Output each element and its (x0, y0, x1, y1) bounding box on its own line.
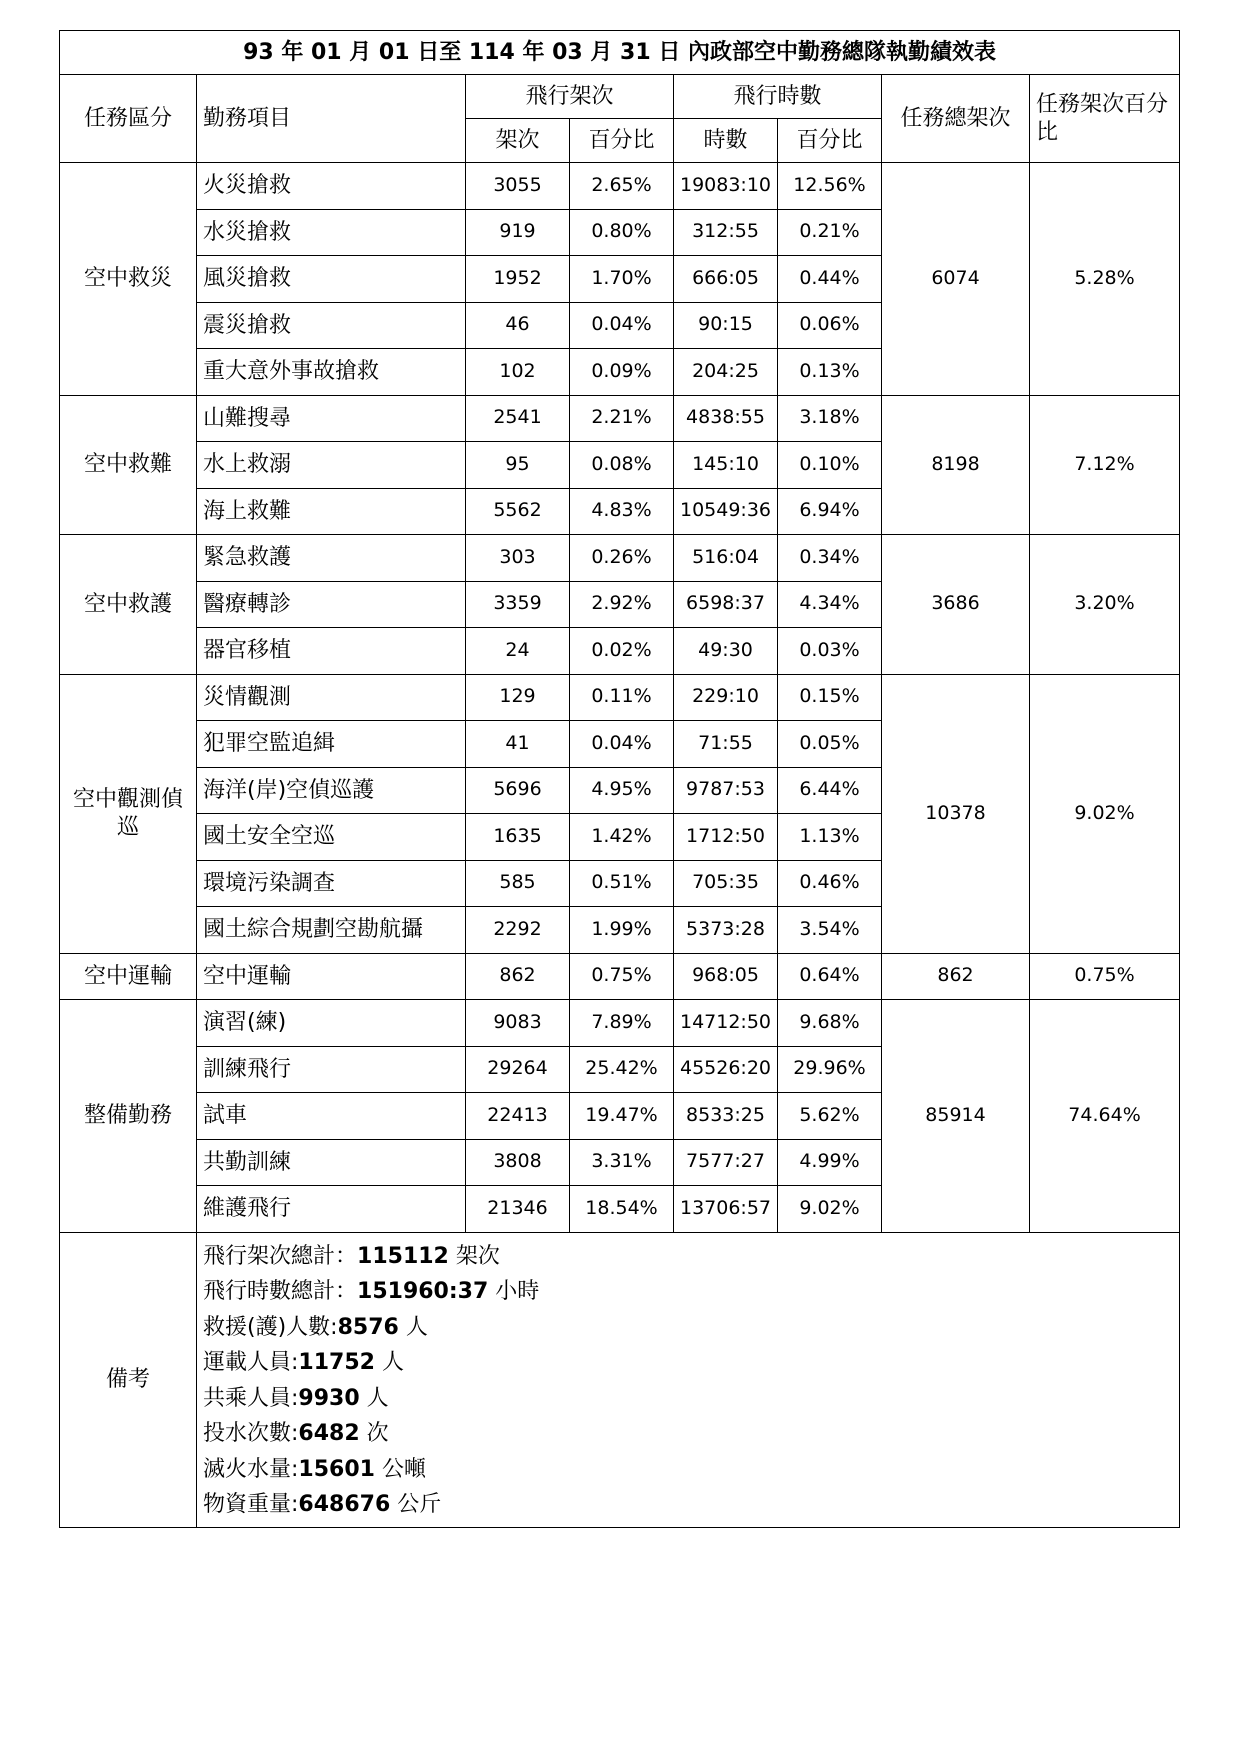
category-cell: 空中觀測偵巡 (60, 674, 197, 953)
hours-cell: 13706:57 (674, 1186, 778, 1233)
sorties-pct-cell: 4.95% (570, 767, 674, 814)
remark-value: 8576 (337, 1314, 399, 1340)
sorties-pct-cell: 0.04% (570, 721, 674, 768)
sorties-cell: 29264 (466, 1046, 570, 1093)
sorties-pct-cell: 3.31% (570, 1139, 674, 1186)
hours-pct-cell: 1.13% (778, 814, 882, 861)
remark-line (203, 1381, 1173, 1417)
hours-pct-cell: 0.10% (778, 442, 882, 489)
mission-pct-cell: 0.75% (1030, 953, 1180, 1000)
hours-cell: 516:04 (674, 535, 778, 582)
hours-pct-cell: 9.02% (778, 1186, 882, 1233)
remark-unit: 人 (359, 1385, 389, 1411)
remark-value: 115112 (357, 1243, 449, 1269)
hours-pct-cell: 4.99% (778, 1139, 882, 1186)
table-title: 93 年 01 月 01 日至 114 年 03 月 31 日 內政部空中勤務總隊執勤績效表 (60, 31, 1180, 75)
hours-pct-cell: 0.34% (778, 535, 882, 582)
remark-line (203, 1345, 1173, 1381)
hours-pct-cell: 0.03% (778, 628, 882, 675)
remark-line (203, 1416, 1173, 1452)
sorties-cell: 585 (466, 860, 570, 907)
hours-cell: 49:30 (674, 628, 778, 675)
item-name-cell: 火災搶救 (197, 163, 466, 210)
performance-table (59, 30, 1180, 1528)
table-row (60, 163, 1180, 210)
item-name-cell: 水災搶救 (197, 209, 466, 256)
hours-cell: 10549:36 (674, 488, 778, 535)
sorties-cell: 3808 (466, 1139, 570, 1186)
total-sorties-cell: 3686 (882, 535, 1030, 675)
remark-unit: 公噸 (374, 1456, 426, 1482)
remark-value: 151960:37 (357, 1279, 489, 1304)
hours-pct-cell: 0.64% (778, 953, 882, 1000)
hours-pct-cell: 0.44% (778, 256, 882, 303)
mission-pct-cell: 9.02% (1030, 674, 1180, 953)
category-cell: 空中運輸 (60, 953, 197, 1000)
hours-pct-cell: 0.06% (778, 302, 882, 349)
hours-cell: 1712:50 (674, 814, 778, 861)
header-hours: 時數 (674, 119, 778, 163)
mission-pct-cell: 74.64% (1030, 1000, 1180, 1233)
remark-value: 6482 (298, 1421, 360, 1446)
remark-line (203, 1487, 1173, 1523)
mission-pct-cell: 5.28% (1030, 163, 1180, 396)
sorties-cell: 102 (466, 349, 570, 396)
remarks-content (197, 1232, 1180, 1527)
mission-pct-cell: 3.20% (1030, 535, 1180, 675)
remark-line (203, 1452, 1173, 1488)
total-sorties-cell: 10378 (882, 674, 1030, 953)
sorties-cell: 3359 (466, 581, 570, 628)
remark-value: 648676 (298, 1492, 391, 1517)
sorties-pct-cell: 2.65% (570, 163, 674, 210)
hours-cell: 204:25 (674, 349, 778, 396)
sorties-cell: 1952 (466, 256, 570, 303)
header-mission-pct: 任務架次百分比 (1030, 75, 1180, 163)
item-name-cell: 訓練飛行 (197, 1046, 466, 1093)
remark-label: 物資重量: (203, 1492, 299, 1517)
sorties-pct-cell: 0.04% (570, 302, 674, 349)
table-row (60, 674, 1180, 721)
hours-cell: 4838:55 (674, 395, 778, 442)
table-row (60, 395, 1180, 442)
sorties-pct-cell: 0.11% (570, 674, 674, 721)
sorties-cell: 21346 (466, 1186, 570, 1233)
hours-pct-cell: 0.15% (778, 674, 882, 721)
hours-pct-cell: 5.62% (778, 1093, 882, 1140)
sorties-cell: 46 (466, 302, 570, 349)
hours-pct-cell: 4.34% (778, 581, 882, 628)
hours-cell: 312:55 (674, 209, 778, 256)
item-name-cell: 災情觀測 (197, 674, 466, 721)
sorties-pct-cell: 25.42% (570, 1046, 674, 1093)
remark-unit: 次 (359, 1421, 389, 1446)
sorties-cell: 24 (466, 628, 570, 675)
remarks-row (60, 1232, 1180, 1527)
hours-cell: 968:05 (674, 953, 778, 1000)
remarks-label: 備考 (60, 1232, 197, 1527)
sorties-pct-cell: 4.83% (570, 488, 674, 535)
remark-label: 運載人員: (203, 1350, 299, 1375)
hours-pct-cell: 0.13% (778, 349, 882, 396)
item-name-cell: 維護飛行 (197, 1186, 466, 1233)
total-sorties-cell: 6074 (882, 163, 1030, 396)
remark-line (203, 1274, 1173, 1310)
sorties-cell: 862 (466, 953, 570, 1000)
header-sorties-group: 飛行架次 (466, 75, 674, 119)
remark-unit: 人 (374, 1350, 404, 1375)
item-name-cell: 共勤訓練 (197, 1139, 466, 1186)
hours-cell: 45526:20 (674, 1046, 778, 1093)
hours-cell: 14712:50 (674, 1000, 778, 1047)
sorties-cell: 129 (466, 674, 570, 721)
hours-pct-cell: 6.94% (778, 488, 882, 535)
header-category: 任務區分 (60, 75, 197, 163)
remark-label: 滅火水量: (203, 1456, 299, 1482)
hours-cell: 705:35 (674, 860, 778, 907)
remark-label: 救援(護)人數: (203, 1314, 338, 1340)
category-cell: 空中救災 (60, 163, 197, 396)
category-cell: 空中救難 (60, 395, 197, 535)
header-sorties-pct: 百分比 (570, 119, 674, 163)
item-name-cell: 器官移植 (197, 628, 466, 675)
sorties-cell: 22413 (466, 1093, 570, 1140)
hours-cell: 229:10 (674, 674, 778, 721)
sorties-cell: 3055 (466, 163, 570, 210)
item-name-cell: 重大意外事故搶救 (197, 349, 466, 396)
hours-cell: 90:15 (674, 302, 778, 349)
hours-cell: 6598:37 (674, 581, 778, 628)
hours-cell: 9787:53 (674, 767, 778, 814)
sorties-pct-cell: 0.26% (570, 535, 674, 582)
remark-line (203, 1310, 1173, 1346)
category-cell: 空中救護 (60, 535, 197, 675)
hours-pct-cell: 12.56% (778, 163, 882, 210)
sorties-cell: 303 (466, 535, 570, 582)
sorties-pct-cell: 0.80% (570, 209, 674, 256)
remark-value: 15601 (298, 1456, 375, 1482)
remark-label: 飛行時數總計： (203, 1279, 358, 1304)
hours-cell: 5373:28 (674, 907, 778, 954)
remark-unit: 小時 (488, 1279, 540, 1304)
item-name-cell: 海上救難 (197, 488, 466, 535)
header-hours-pct: 百分比 (778, 119, 882, 163)
sorties-pct-cell: 2.92% (570, 581, 674, 628)
remark-value: 9930 (298, 1385, 360, 1411)
item-name-cell: 國土安全空巡 (197, 814, 466, 861)
sorties-cell: 41 (466, 721, 570, 768)
item-name-cell: 海洋(岸)空偵巡護 (197, 767, 466, 814)
sorties-cell: 2292 (466, 907, 570, 954)
remark-value: 11752 (298, 1350, 375, 1375)
header-sorties: 架次 (466, 119, 570, 163)
sorties-pct-cell: 0.08% (570, 442, 674, 489)
sorties-pct-cell: 0.75% (570, 953, 674, 1000)
sorties-pct-cell: 0.09% (570, 349, 674, 396)
sorties-cell: 1635 (466, 814, 570, 861)
item-name-cell: 試車 (197, 1093, 466, 1140)
sorties-cell: 2541 (466, 395, 570, 442)
item-name-cell: 環境污染調查 (197, 860, 466, 907)
sorties-cell: 9083 (466, 1000, 570, 1047)
remark-label: 投水次數: (203, 1421, 299, 1446)
remark-line (203, 1239, 1173, 1275)
item-name-cell: 空中運輸 (197, 953, 466, 1000)
sorties-pct-cell: 1.42% (570, 814, 674, 861)
item-name-cell: 水上救溺 (197, 442, 466, 489)
item-name-cell: 緊急救護 (197, 535, 466, 582)
sorties-pct-cell: 1.70% (570, 256, 674, 303)
remark-unit: 公斤 (390, 1492, 442, 1517)
header-total-sorties: 任務總架次 (882, 75, 1030, 163)
sorties-cell: 5696 (466, 767, 570, 814)
header-item: 勤務項目 (197, 75, 466, 163)
remark-unit: 架次 (448, 1243, 500, 1269)
sorties-pct-cell: 2.21% (570, 395, 674, 442)
table-row (60, 1000, 1180, 1047)
category-cell: 整備勤務 (60, 1000, 197, 1233)
mission-pct-cell: 7.12% (1030, 395, 1180, 535)
sorties-pct-cell: 19.47% (570, 1093, 674, 1140)
hours-cell: 145:10 (674, 442, 778, 489)
hours-pct-cell: 0.21% (778, 209, 882, 256)
item-name-cell: 犯罪空監追緝 (197, 721, 466, 768)
table-row (60, 535, 1180, 582)
hours-pct-cell: 3.18% (778, 395, 882, 442)
item-name-cell: 山難搜尋 (197, 395, 466, 442)
hours-pct-cell: 0.05% (778, 721, 882, 768)
remark-label: 飛行架次總計： (203, 1243, 358, 1269)
hours-pct-cell: 9.68% (778, 1000, 882, 1047)
item-name-cell: 風災搶救 (197, 256, 466, 303)
sorties-cell: 5562 (466, 488, 570, 535)
hours-pct-cell: 6.44% (778, 767, 882, 814)
sorties-cell: 919 (466, 209, 570, 256)
sorties-pct-cell: 7.89% (570, 1000, 674, 1047)
item-name-cell: 國土綜合規劃空勘航攝 (197, 907, 466, 954)
sorties-cell: 95 (466, 442, 570, 489)
item-name-cell: 演習(練) (197, 1000, 466, 1047)
total-sorties-cell: 8198 (882, 395, 1030, 535)
total-sorties-cell: 862 (882, 953, 1030, 1000)
hours-cell: 19083:10 (674, 163, 778, 210)
header-hours-group: 飛行時數 (674, 75, 882, 119)
sorties-pct-cell: 18.54% (570, 1186, 674, 1233)
hours-cell: 71:55 (674, 721, 778, 768)
item-name-cell: 震災搶救 (197, 302, 466, 349)
table-row (60, 953, 1180, 1000)
hours-cell: 666:05 (674, 256, 778, 303)
hours-pct-cell: 29.96% (778, 1046, 882, 1093)
hours-cell: 7577:27 (674, 1139, 778, 1186)
item-name-cell: 醫療轉診 (197, 581, 466, 628)
hours-pct-cell: 0.46% (778, 860, 882, 907)
hours-pct-cell: 3.54% (778, 907, 882, 954)
remark-label: 共乘人員: (203, 1385, 299, 1411)
sorties-pct-cell: 1.99% (570, 907, 674, 954)
total-sorties-cell: 85914 (882, 1000, 1030, 1233)
hours-cell: 8533:25 (674, 1093, 778, 1140)
remark-unit: 人 (398, 1314, 428, 1340)
sorties-pct-cell: 0.51% (570, 860, 674, 907)
sorties-pct-cell: 0.02% (570, 628, 674, 675)
